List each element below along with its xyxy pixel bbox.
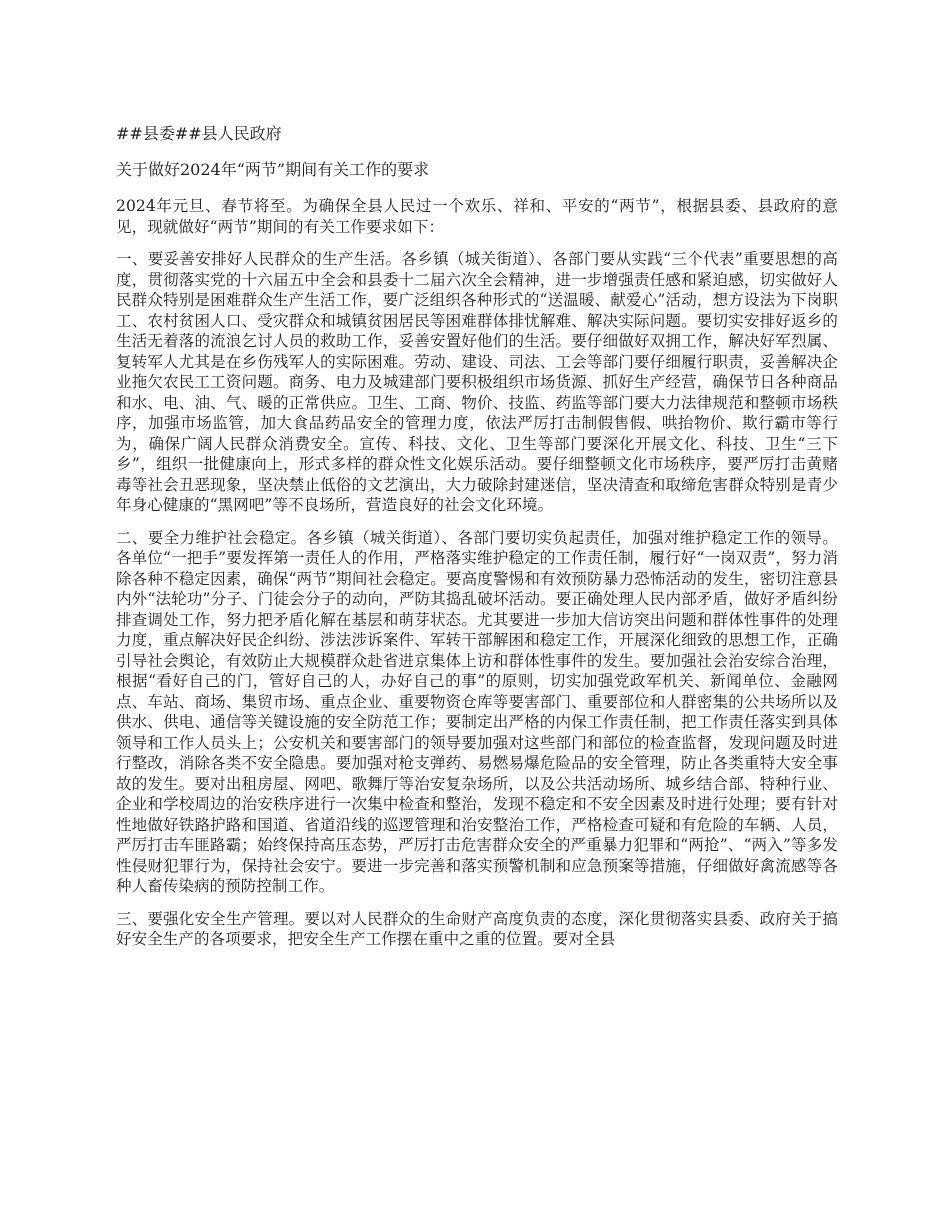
document-title: 关于做好2024年“两节”期间有关工作的要求: [116, 160, 430, 179]
section-3-paragraph: 三、要强化安全生产管理。要以对人民群众的生命财产高度负责的态度，深化贯彻落实县委、政府关于搞好安全生产的各项要求，把安全生产工作摆在重中之重的位置。要对全县: [116, 909, 838, 948]
section-2-paragraph: 二、要全力维护社会稳定。各乡镇（城关街道）、各部门要切实负起责任，加强对维护稳定工作的领导。各单位“一把手”要发挥第一责任人的作用，严格落实维护稳定的工作责任制，履行好“一岗双责”，努力消除各种不稳定因素，确保“两节”期间社会稳定。要高度警惕和有效预防暴力恐怖活动的发生，密切注意县内外“法轮功”分子、门徒会分子的动向，严防其捣乱破坏活动。要正确处理人民内部矛盾，做好矛盾纠纷排查调处工作，努力把矛盾化解在基层和萌芽状态。尤其要进一步加大信访突出问题和群体性事件的处理力度，重点解决好民企纠纷、涉法涉诉案件、军转干部解困和稳定工作，开展深化细致的思想工作，正确引导社会舆论，有效防止大规模群众赴省进京集体上访和群体性事件的发生。要加强社会治安综合治理，根据“看好自己的门，管好自己的人，办好自己的事”的原则，切实加强党政军机关、新闻单位、金融网点、车站、商场、集贸市场、重点企业、重要物资仓库等要害部门、重要部位和人群密集的公共场所以及供水、供电、通信等关键设施的安全防范工作；要制定出严格的内保工作责任制，把工作责任落实到具体领导和工作人员头上；公安机关和要害部门的领导要加强对这些部门和部位的检查监督，发现问题及时进行整改，消除各类不安全隐患。要加强对枪支弹药、易燃易爆危险品的安全管理，防止各类重特大安全事故的发生。要对出租房屋、网吧、歌舞厅等治安复杂场所，以及公共活动场所、城乡结合部、特种行业、企业和学校周边的治安秩序进行一次集中检查和整治，发现不稳定和不安全因素及时进行处理；要有针对性地做好铁路护路和国道、省道沿线的巡逻管理和治安整治工作，严格检查可疑和有危险的车辆、人员，严厉打击车匪路霸；始终保持高压态势，严厉打击危害群众安全的严重暴力犯罪和“两抢”、“两入”等多发性侵财犯罪行为，保持社会安宁。要进一步完善和落实预警机制和应急预案等措施，仔细做好禽流感等各种人畜传染病的预防控制工作。: [116, 528, 838, 895]
intro-paragraph: 2024年元旦、春节将至。为确保全县人民过一个欢乐、祥和、平安的“两节”，根据县委、县政府的意见，现就做好“两节”期间的有关工作要求如下：: [116, 197, 838, 236]
document-page: [116, 122, 838, 962]
issuer-header: ##县委##县人民政府: [116, 124, 282, 143]
section-1-paragraph: 一、要妥善安排好人民群众的生产生活。各乡镇（城关街道）、各部门要从实践“三个代表”重要思想的高度，贯彻落实党的十六届五中全会和县委十二届六次全会精神，进一步增强责任感和紧迫感，切实做好人民群众特别是困难群众生产生活工作，要广泛组织各种形式的“送温暖、献爱心”活动，想方设法为下岗职工、农村贫困人口、受灾群众和城镇贫困居民等困难群体排忧解难、解决实际问题。要切实安排好返乡的生活无着落的流浪乞讨人员的救助工作，妥善安置好他们的生活。要仔细做好双拥工作，解决好军烈属、复转军人尤其是在乡伤残军人的实际困难。劳动、建设、司法、工会等部门要仔细履行职责，妥善解决企业拖欠农民工工资问题。商务、电力及城建部门要积极组织市场货源、抓好生产经营，确保节日各种商品和水、电、油、气、暖的正常供应。卫生、工商、物价、技监、药监等部门要大力法律规范和整顿市场秩序，加强市场监管，加大食品药品安全的管理力度，依法严厉打击制假售假、哄抬物价、欺行霸市等行为，确保广阔人民群众消费安全。宣传、科技、文化、卫生等部门要深化开展文化、科技、卫生“三下乡”，组织一批健康向上，形式多样的群众性文化娱乐活动。要仔细整顿文化市场秩序，要严厉打击黄赌毒等社会丑恶现象，坚决禁止低俗的文艺演出，大力破除封建迷信，坚决清查和取缔危害群众特别是青少年身心健康的“黑网吧”等不良场所，营造良好的社会文化环境。: [116, 250, 838, 514]
